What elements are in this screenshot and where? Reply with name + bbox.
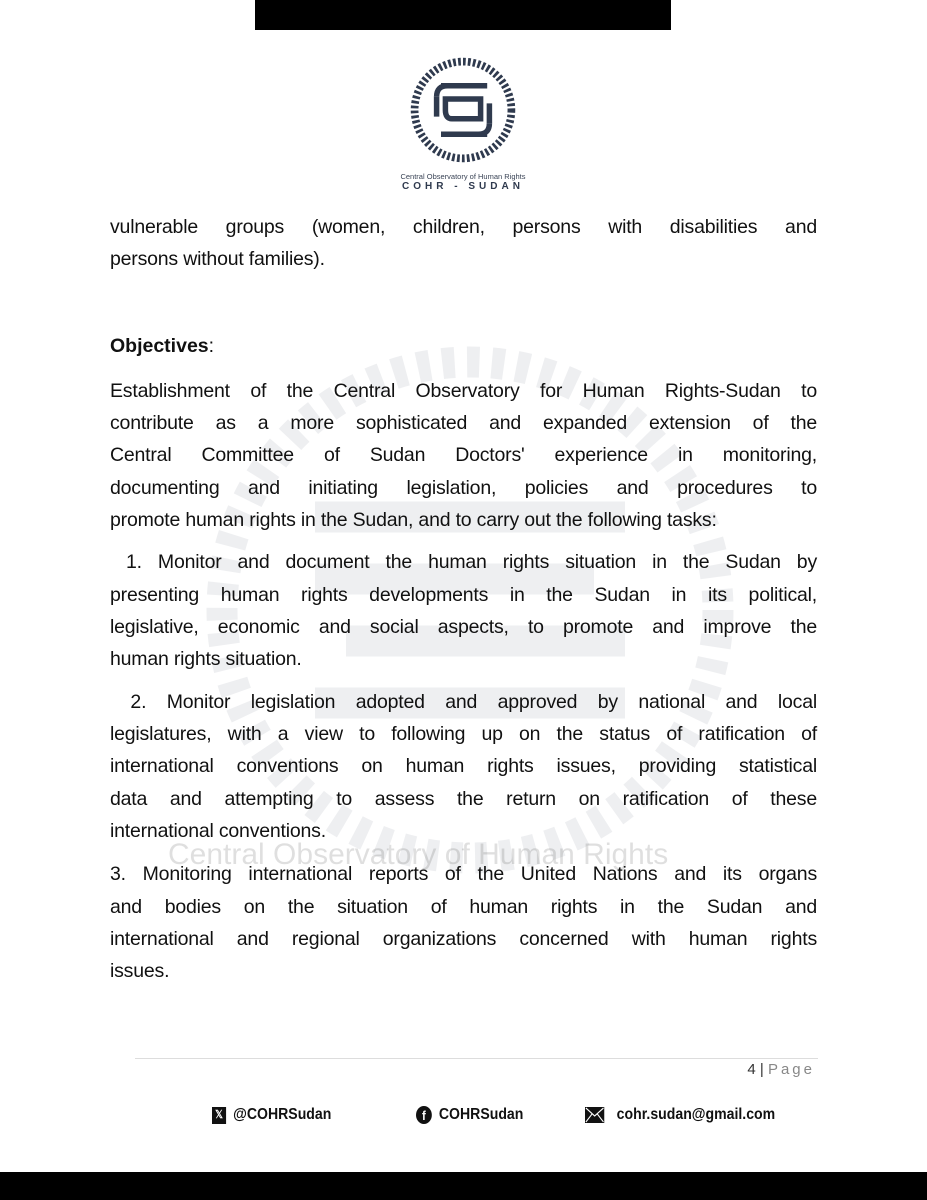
watermark-text: Central Observatory of Human Rights: [168, 838, 669, 871]
email-contact[interactable]: [585, 1106, 775, 1124]
body-line: Establishment of the Central Observatory for Human Rights-Sudan to: [110, 380, 817, 402]
facebook-handle[interactable]: COHRSudan: [438, 1106, 524, 1123]
logo-caption: Central Observatory of Human Rights: [400, 172, 526, 181]
logo-emblem-icon: [408, 55, 518, 165]
page-number: [747, 1061, 815, 1078]
body-line: legislatures, with a view to following up on the status of ratification of: [110, 723, 817, 745]
body-line: data and attempting to assess the return on ratification of these: [110, 788, 817, 810]
cohr-logo: [380, 55, 546, 205]
body-line: documenting and initiating legislation, policies and procedures to: [110, 477, 817, 499]
body-line: international conventions.: [110, 820, 326, 842]
twitter-contact[interactable]: [212, 1106, 331, 1124]
footer-divider: [135, 1058, 818, 1059]
body-line: persons without families).: [110, 248, 325, 270]
body-line: 3. Monitoring international reports of the United Nations and its organs: [110, 863, 817, 885]
body-line: legislative, economic and social aspects, to promote and improve the: [110, 616, 817, 638]
envelope-icon: [585, 1107, 604, 1123]
heading-colon: :: [208, 335, 215, 357]
facebook-contact[interactable]: [416, 1106, 523, 1124]
page-separator: |: [759, 1061, 764, 1078]
page-label: Page: [767, 1061, 815, 1078]
body-line: promote human rights in the Sudan, and to carry out the following tasks:: [110, 509, 717, 531]
body-line: international and regional organizations concerned with human rights: [110, 928, 817, 950]
page-number-value: 4: [747, 1061, 756, 1078]
body-line: international conventions on human rights issues, providing statistical: [110, 755, 817, 777]
logo-name: COHR - SUDAN: [402, 181, 524, 192]
redaction-bar-top: [255, 0, 671, 30]
email-address[interactable]: cohr.sudan@gmail.com: [616, 1106, 776, 1123]
redaction-bar-bottom: [0, 1172, 927, 1200]
heading-text: Objectives: [110, 335, 209, 357]
x-twitter-icon: 𝕏: [212, 1107, 226, 1124]
facebook-icon: f: [416, 1106, 432, 1124]
body-line: vulnerable groups (women, children, persons with disabilities and: [110, 216, 817, 238]
body-line: Central Committee of Sudan Doctors' experience in monitoring,: [110, 444, 817, 466]
body-line: contribute as a more sophisticated and expanded extension of the: [110, 412, 817, 434]
body-line: issues.: [110, 960, 170, 982]
body-line: 1. Monitor and document the human rights situation in the Sudan by: [110, 551, 817, 573]
body-line: and bodies on the situation of human rights in the Sudan and: [110, 896, 817, 918]
body-line: human rights situation.: [110, 648, 302, 670]
twitter-handle[interactable]: @COHRSudan: [233, 1106, 332, 1123]
body-line: 2. Monitor legislation adopted and approved by national and local: [110, 691, 817, 713]
objectives-heading: [110, 335, 214, 358]
body-line: presenting human rights developments in the Sudan in its political,: [110, 584, 817, 606]
